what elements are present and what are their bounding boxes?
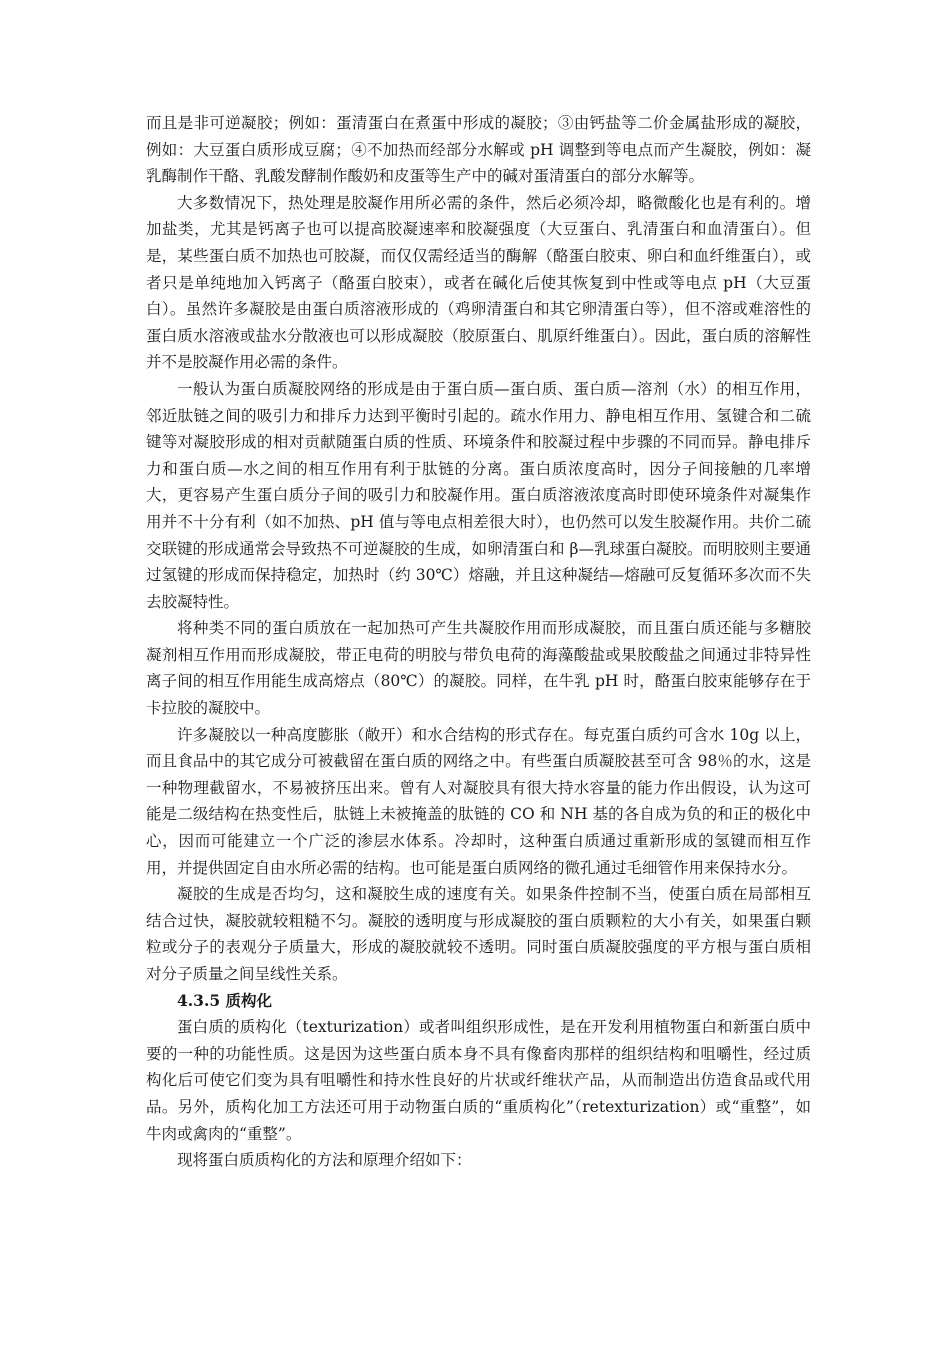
paragraph-gel-network: 一般认为蛋白质凝胶网络的形成是由于蛋白质—蛋白质、蛋白质—溶剂（水）的相互作用，邻近肽链之间的吸引力和排斥力达到平衡时引起的。疏水作用力、静电相互作用、氢键合和二硫键等对凝胶形成的相对贡献随蛋白质的性质、环境条件和胶凝过程中步骤的不同而异。静电排斥力和蛋白质—水之间的相互作用有利于肽链的分离。蛋白质浓度高时，因分子间接触的几率增大，更容易产生蛋白质分子间的吸引力和胶凝作用。蛋白质溶液浓度高时即使环境条件对凝集作用并不十分有利（如不加热、pH 值与等电点相差很大时），也仍然可以发生胶凝作用。共价二硫交联键的形成通常会导致热不可逆凝胶的生成，如卵清蛋白和 β—乳球蛋白凝胶。而明胶则主要通过氢键的形成而保持稳定，加热时（约 30℃）熔融，并且这种凝结—熔融可反复循环多次而不失去胶凝特性。: [146, 379, 811, 611]
section-heading: 4.3.5 质构化: [177, 990, 273, 1010]
paragraph-gel-uniformity: 凝胶的生成是否均匀，这和凝胶生成的速度有关。如果条件控制不当，使蛋白质在局部相互结合过快，凝胶就较粗糙不匀。凝胶的透明度与形成凝胶的蛋白质颗粒的大小有关，如果蛋白颗粒或分子的表观分子质量大，形成的凝胶就较不透明。同时蛋白质凝胶强度的平方根与蛋白质相对分子质量之间呈线性关系。: [146, 885, 811, 983]
paragraph-methods-intro: 现将蛋白质质构化的方法和原理介绍如下：: [177, 1151, 472, 1170]
paragraph-continuation: 而且是非可逆凝胶；例如：蛋清蛋白在煮蛋中形成的凝胶；③由钙盐等二价金属盐形成的凝胶，例如：大豆蛋白质形成豆腐；④不加热而经部分水解或 pH 调整到等电点而产生凝胶，例如：凝乳酶制作干酪、乳酸发酵制作酸奶和皮蛋等生产中的碱对蛋清蛋白的部分水解等。: [146, 114, 811, 186]
paragraph-heat-treatment: 大多数情况下，热处理是胶凝作用所必需的条件，然后必须冷却，略微酸化也是有利的。增加盐类，尤其是钙离子也可以提高胶凝速率和胶凝强度（大豆蛋白、乳清蛋白和血清蛋白）。但是，某些蛋白质不加热也可胶凝，而仅仅需经适当的酶解（酪蛋白胶束、卵白和血纤维蛋白），或者只是单纯地加入钙离子（酪蛋白胶束），或者在碱化后使其恢复到中性或等电点 pH（大豆蛋白）。虽然许多凝胶是由蛋白质溶液形成的（鸡卵清蛋白和其它卵清蛋白等），但不溶或难溶性的蛋白质水溶液或盐水分散液也可以形成凝胶（胶原蛋白、肌原纤维蛋白）。因此，蛋白质的溶解性并不是胶凝作用必需的条件。: [146, 193, 811, 372]
paragraph-water-holding: 许多凝胶以一种高度膨胀（敞开）和水合结构的形式存在。每克蛋白质约可含水 10g 以上，而且食品中的其它成分可被截留在蛋白质的网络之中。有些蛋白质凝胶甚至可含 98％的水，这是一种物理截留水，不易被挤压出来。曾有人对凝胶具有很大持水容量的能力作出假设，认为这可能是二级结构在热变性后，肽链上未被掩盖的肽链的 CO 和 NH 基的各自成为负的和正的极化中心，因而可能建立一个广泛的渗层水体系。冷却时，这种蛋白质通过重新形成的氢键而相互作用，并提供固定自由水所必需的结构。也可能是蛋白质网络的微孔通过毛细管作用来保持水分。: [146, 725, 811, 877]
document-page: [146, 110, 811, 1174]
paragraph-texturization: 蛋白质的质构化（texturization）或者叫组织形成性，是在开发利用植物蛋白和新蛋白质中要的一种的功能性质。这是因为这些蛋白质本身不具有像畜肉那样的组织结构和咀嚼性，经过质构化后可使它们变为具有咀嚼性和持水性良好的片状或纤维状产品，从而制造出仿造食品或代用品。另外，质构化加工方法还可用于动物蛋白质的“重质构化”（retexturization）或“重整”，如牛肉或禽肉的“重整”。: [146, 1018, 811, 1143]
paragraph-co-gelation: 将种类不同的蛋白质放在一起加热可产生共凝胶作用而形成凝胶，而且蛋白质还能与多糖胶凝剂相互作用而形成凝胶，带正电荷的明胶与带负电荷的海藻酸盐或果胶酸盐之间通过非特异性离子间的相互作用能生成高熔点（80℃）的凝胶。同样，在牛乳 pH 时，酪蛋白胶束能够存在于卡拉胶的凝胶中。: [146, 619, 811, 718]
